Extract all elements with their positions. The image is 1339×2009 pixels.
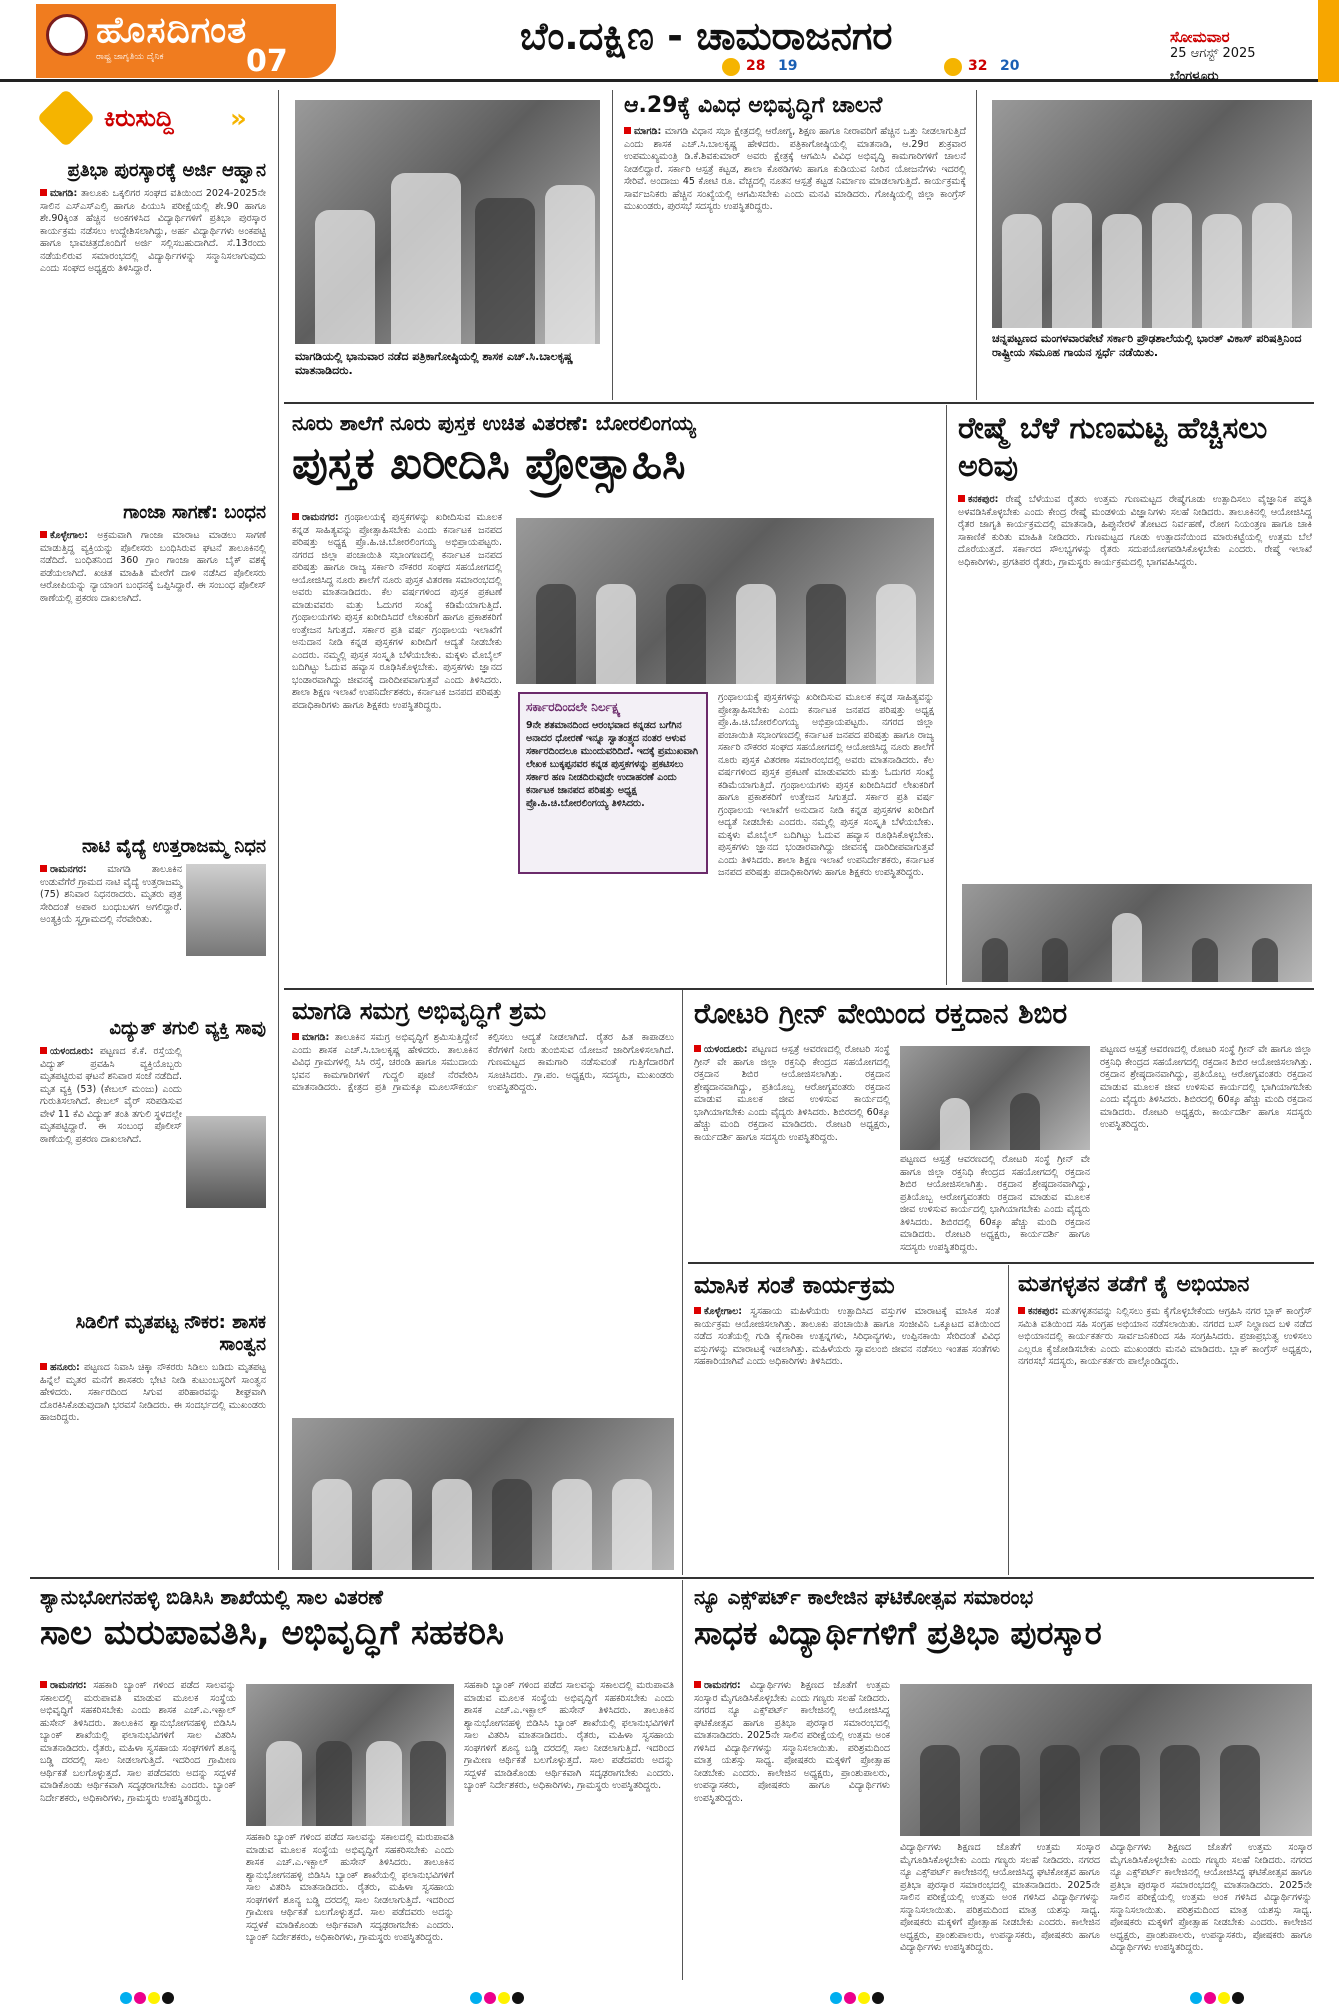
bullet-icon bbox=[40, 1363, 47, 1370]
column-rule bbox=[946, 405, 947, 985]
sidebar-box bbox=[518, 692, 708, 874]
body-text: ಮತಗಳ್ಳತನವನ್ನು ನಿಲ್ಲಿಸಲು ಕ್ರಮ ಕೈಗೊಳ್ಳಬೇಕೆಂದು ಆಗ್ರಹಿಸಿ ನಗರ ಬ್ಲಾಕ್ ಕಾಂಗ್ರೆಸ್ ಸಮಿತಿ ವತಿಯಿಂದ ಸಹಿ ಸಂಗ್ರಹ ಅಭಿಯಾನ ನಡೆಸಲಾಯಿತು. ನಗರದ ಬಸ್ ನಿಲ್ದಾಣದ ಬಳಿ ನಡೆದ ಅಭಿಯಾನದಲ್ಲಿ ಕಾರ್ಯಕರ್ತರು ಸಾರ್ವಜನಿಕರಿಂದ ಸಹಿ ಸಂಗ್ರಹಿಸಿದರು. ಪ್ರಜಾಪ್ರಭುತ್ವ ಉಳಿಸಲು ಎಲ್ಲರೂ ಕೈಜೋಡಿಸಬೇಕು ಎಂದು ಮುಖಂಡರು ಮನವಿ ಮಾಡಿದರು. ಬ್ಲಾಕ್ ಕಾಂಗ್ರೆಸ್ ಅಧ್ಯಕ್ಷರು, ನಗರಸಭೆ ಸದಸ್ಯರು, ಕಾರ್ಯಕರ್ತರು ಪಾಲ್ಗೊಂಡಿದ್ದರು. bbox=[1018, 1306, 1312, 1367]
body-text: ಪಟ್ಟಣದ ಆಸ್ಪತ್ರೆ ಆವರಣದಲ್ಲಿ ರೋಟರಿ ಸಂಸ್ಥೆ ಗ್ರೀನ್ ವೇ ಹಾಗೂ ಜಿಲ್ಲಾ ರಕ್ತನಿಧಿ ಕೇಂದ್ರದ ಸಹಯೋಗದಲ್ಲಿ ರಕ್ತದಾನ ಶಿಬಿರ ಆಯೋಜಿಸಲಾಗಿತ್ತು. ರಕ್ತದಾನ ಶ್ರೇಷ್ಠದಾನವಾಗಿದ್ದು, ಪ್ರತಿಯೊಬ್ಬ ಆರೋಗ್ಯವಂತರು ರಕ್ತದಾನ ಮಾಡುವ ಮೂಲಕ ಜೀವ ಉಳಿಸುವ ಕಾರ್ಯದಲ್ಲಿ ಭಾಗಿಯಾಗಬೇಕು ಎಂದು ವೈದ್ಯರು ತಿಳಿಸಿದರು. ಶಿಬಿರದಲ್ಲಿ 60ಕ್ಕೂ ಹೆಚ್ಚು ಮಂದಿ ರಕ್ತದಾನ ಮಾಡಿದರು. ರೋಟರಿ ಅಧ್ಯಕ್ಷರು, ಕಾರ್ಯದರ್ಶಿ ಹಾಗೂ ಸದಸ್ಯರು ಉಪಸ್ಥಿತರಿದ್ದರು. bbox=[900, 1154, 1090, 1253]
article-college-cont bbox=[900, 1842, 1100, 1980]
article-loan-cont bbox=[464, 1680, 674, 1980]
row-rule bbox=[688, 1262, 1314, 1264]
logo: ಹೊಸದಿಗಂತ bbox=[96, 10, 248, 51]
headline: ಸಾಲ ಮರುಪಾವತಿಸಿ, ಅಭಿವೃದ್ಧಿಗೆ ಸಹಕರಿಸಿ bbox=[40, 1613, 504, 1653]
article-loan bbox=[40, 1680, 236, 1980]
article-rotary-cont bbox=[900, 1154, 1090, 1258]
brief-article bbox=[40, 502, 266, 830]
headline: ಸಾಧಕ ವಿದ್ಯಾರ್ಥಿಗಳಿಗೆ ಪ್ರತಿಭಾ ಪುರಸ್ಕಾರ bbox=[694, 1614, 1102, 1652]
registration-marks bbox=[470, 1992, 524, 2006]
body-text: ಅಕ್ರಮವಾಗಿ ಗಾಂಜಾ ಮಾರಾಟ ಮಾಡಲು ಸಾಗಣೆ ಮಾಡುತ್ತಿದ್ದ ವ್ಯಕ್ತಿಯನ್ನು ಪೊಲೀಸರು ಬಂಧಿಸಿರುವ ಘಟನೆ ತಾಲೂಕಿನಲ್ಲಿ ನಡೆದಿದೆ. ಬಂಧಿತನಿಂದ 360 ಗ್ರಾಂ ಗಾಂಜಾ ಹಾಗೂ ಬೈಕ್ ವಶಕ್ಕೆ ಪಡೆಯಲಾಗಿದೆ. ಖಚಿತ ಮಾಹಿತಿ ಮೇರೆಗೆ ದಾಳಿ ನಡೆಸಿದ ಪೊಲೀಸರು ಆರೋಪಿಯನ್ನು ನ್ಯಾಯಾಂಗ ಬಂಧನಕ್ಕೆ ಒಪ್ಪಿಸಿದ್ದಾರೆ. ಈ ಸಂಬಂಧ ಪೊಲೀಸ್ ಠಾಣೆಯಲ್ಲಿ ಪ್ರಕರಣ ದಾಖಲಾಗಿದೆ. bbox=[40, 530, 266, 604]
bullet-icon bbox=[40, 1047, 47, 1054]
column-rule bbox=[278, 90, 279, 1570]
body-text: ಮಾಗಡಿ ವಿಧಾನ ಸಭಾ ಕ್ಷೇತ್ರದಲ್ಲಿ ಆರೋಗ್ಯ, ಶಿಕ್ಷಣ ಹಾಗೂ ನೀರಾವರಿಗೆ ಹೆಚ್ಚಿನ ಒತ್ತು ನೀಡಲಾಗುತ್ತಿದೆ ಎಂದು ಶಾಸಕ ಎಚ್.ಸಿ.ಬಾಲಕೃಷ್ಣ ಹೇಳಿದರು. ಪತ್ರಿಕಾಗೋಷ್ಠಿಯಲ್ಲಿ ಮಾತನಾಡಿ, ಆ.29ರ ಶುಕ್ರವಾರ ಉಪಮುಖ್ಯಮಂತ್ರಿ ಡಿ.ಕೆ.ಶಿವಕುಮಾರ್ ಅವರು ಕ್ಷೇತ್ರಕ್ಕೆ ಆಗಮಿಸಿ ವಿವಿಧ ಅಭಿವೃದ್ಧಿ ಕಾಮಗಾರಿಗಳಿಗೆ ಚಾಲನೆ ನೀಡಲಿದ್ದಾರೆ. ಸರ್ಕಾರಿ ಆಸ್ಪತ್ರೆ ಕಟ್ಟಡ, ಶಾಲಾ ಕೊಠಡಿಗಳು ಹಾಗೂ ಕುಡಿಯುವ ನೀರಿನ ಯೋಜನೆಗಳು ಇದರಲ್ಲಿ ಸೇರಿವೆ. ಅಂದಾಜು 45 ಕೋಟಿ ರೂ. ವೆಚ್ಚದಲ್ಲಿ ನೂತನ ಆಸ್ಪತ್ರೆ ಕಟ್ಟಡ ನಿರ್ಮಾಣ ಮಾಡಲಾಗುತ್ತಿದೆ. ಕಾರ್ಯಕ್ರಮಕ್ಕೆ ಸಾರ್ವಜನಿಕರು ಹೆಚ್ಚಿನ ಸಂಖ್ಯೆಯಲ್ಲಿ ಆಗಮಿಸಬೇಕು ಎಂದು ಮನವಿ ಮಾಡಿದರು. ಗೋಷ್ಠಿಯಲ್ಲಿ ಜಿಲ್ಲಾ ಕಾಂಗ್ರೆಸ್ ಮುಖಂಡರು, ಪುರಸಭೆ ಸದಸ್ಯರು ಉಪಸ್ಥಿತರಿದ್ದರು. bbox=[624, 126, 966, 212]
bullet-icon bbox=[694, 1045, 701, 1052]
kicker: ನ್ಯೂ ಎಕ್ಸ್‌ಪರ್ಟ್ ಕಾಲೇಜಿನ ಘಟಿಕೋತ್ಸವ ಸಮಾರಂಭ bbox=[694, 1585, 1034, 1609]
headline: ವಿದ್ಯುತ್ ತಗುಲಿ ವ್ಯಕ್ತಿ ಸಾವು bbox=[109, 1018, 266, 1039]
box-heading: ಸರ್ಕಾರದಿಂದಲೇ ನಿರ್ಲಕ್ಷ್ಯ bbox=[526, 700, 621, 714]
dateline: ಯಳಂದೂರು: bbox=[50, 1046, 94, 1057]
body-text: ಗ್ರಂಥಾಲಯಕ್ಕೆ ಪುಸ್ತಕಗಳನ್ನು ಖರೀದಿಸುವ ಮೂಲಕ ಕನ್ನಡ ಸಾಹಿತ್ಯವನ್ನು ಪ್ರೋತ್ಸಾಹಿಸಬೇಕು ಎಂದು ಕರ್ನಾಟಕ ಜನಪದ ಪರಿಷತ್ತು ಅಧ್ಯಕ್ಷ ಪ್ರೊ.ಹಿ.ಚಿ.ಬೋರಲಿಂಗಯ್ಯ ಅಭಿಪ್ರಾಯಪಟ್ಟರು. ನಗರದ ಜಿಲ್ಲಾ ಪಂಚಾಯಿತಿ ಸಭಾಂಗಣದಲ್ಲಿ ಕರ್ನಾಟಕ ಜನಪದ ಪರಿಷತ್ತು ಹಾಗೂ ರಾಜ್ಯ ಸರ್ಕಾರಿ ನೌಕರರ ಸಂಘದ ಸಹಯೋಗದಲ್ಲಿ ಆಯೋಜಿಸಿದ್ದ ನೂರು ಶಾಲೆಗೆ ನೂರು ಪುಸ್ತಕ ವಿತರಣಾ ಸಮಾರಂಭದಲ್ಲಿ ಅವರು ಮಾತನಾಡಿದರು. ಕೆಲ ವರ್ಷಗಳಿಂದ ಪುಸ್ತಕ ಪ್ರಕಟಣೆ ಮಾಡುವವರು ಮತ್ತು ಓದುಗರ ಸಂಖ್ಯೆ ಕಡಿಮೆಯಾಗುತ್ತಿದೆ. ಗ್ರಂಥಾಲಯಗಳು ಪುಸ್ತಕ ಖರೀದಿಸಿದರೆ ಲೇಖಕರಿಗೆ ಹಾಗೂ ಪ್ರಕಾಶಕರಿಗೆ ಉತ್ತೇಜನ ಸಿಗುತ್ತದೆ. ಸರ್ಕಾರ ಪ್ರತಿ ವರ್ಷ ಗ್ರಂಥಾಲಯ ಇಲಾಖೆಗೆ ಅನುದಾನ ನೀಡಿ ಕನ್ನಡ ಪುಸ್ತಕಗಳ ಖರೀದಿಗೆ ಆದ್ಯತೆ ನೀಡಬೇಕು ಎಂದರು. ನಮ್ಮಲ್ಲಿ ಪುಸ್ತಕ ಸಂಸ್ಕೃತಿ ಬೆಳೆಯಬೇಕು. ಮಕ್ಕಳು ಮೊಬೈಲ್ ಬದಿಗಿಟ್ಟು ಓದುವ ಹವ್ಯಾಸ ರೂಢಿಸಿಕೊಳ್ಳಬೇಕು. ಪುಸ್ತಕಗಳು ಜ್ಞಾನದ ಭಂಡಾರವಾಗಿದ್ದು ಜೀವನಕ್ಕೆ ದಾರಿದೀಪವಾಗುತ್ತವೆ ಎಂದು ತಿಳಿಸಿದರು. ಶಾಲಾ ಶಿಕ್ಷಣ ಇಲಾಖೆ ಉಪನಿರ್ದೇಶಕರು, ಕರ್ನಾಟಕ ಜನಪದ ಪರಿಷತ್ತು ಪದಾಧಿಕಾರಿಗಳು ಹಾಗೂ ಶಿಕ್ಷಕರು ಉಪಸ್ಥಿತರಿದ್ದರು. bbox=[292, 512, 502, 711]
registration-marks bbox=[830, 1992, 884, 2006]
group-singing-photo bbox=[992, 100, 1312, 328]
article-magadi bbox=[292, 996, 674, 1416]
article-rotary-head bbox=[694, 996, 1312, 1040]
bullet-icon bbox=[40, 531, 47, 538]
bullet-icon bbox=[40, 1681, 47, 1688]
chevron-right-icon: » bbox=[230, 104, 247, 134]
body-text: ವಿದ್ಯಾರ್ಥಿಗಳು ಶಿಕ್ಷಣದ ಜೊತೆಗೆ ಉತ್ತಮ ಸಂಸ್ಕಾರ ಮೈಗೂಡಿಸಿಕೊಳ್ಳಬೇಕು ಎಂದು ಗಣ್ಯರು ಸಲಹೆ ನೀಡಿದರು. ನಗರದ ನ್ಯೂ ಎಕ್ಸ್‌ಪರ್ಟ್ ಕಾಲೇಜಿನಲ್ಲಿ ಆಯೋಜಿಸಿದ್ದ ಘಟಿಕೋತ್ಸವ ಹಾಗೂ ಪ್ರತಿಭಾ ಪುರಸ್ಕಾರ ಸಮಾರಂಭದಲ್ಲಿ ಮಾತನಾಡಿದರು. 2025ನೇ ಸಾಲಿನ ಪರೀಕ್ಷೆಯಲ್ಲಿ ಉತ್ತಮ ಅಂಕ ಗಳಿಸಿದ ವಿದ್ಯಾರ್ಥಿಗಳನ್ನು ಸನ್ಮಾನಿಸಲಾಯಿತು. ಪರಿಶ್ರಮದಿಂದ ಮಾತ್ರ ಯಶಸ್ಸು ಸಾಧ್ಯ. ಪೋಷಕರು ಮಕ್ಕಳಿಗೆ ಪ್ರೋತ್ಸಾಹ ನೀಡಬೇಕು ಎಂದರು. ಕಾಲೇಜಿನ ಅಧ್ಯಕ್ಷರು, ಪ್ರಾಂಶುಪಾಲರು, ಉಪನ್ಯಾಸಕರು, ಪೋಷಕರು ಹಾಗೂ ವಿದ್ಯಾರ್ಥಿಗಳು ಉಪಸ್ಥಿತರಿದ್ದರು. bbox=[1110, 1842, 1312, 1953]
headline: ಮಾಸಿಕ ಸಂತೆ ಕಾರ್ಯಕ್ರಮ bbox=[694, 1271, 895, 1299]
logo-block bbox=[36, 4, 336, 78]
body-text: ಪಟ್ಟಣದ ಕೆ.ಕೆ. ರಸ್ತೆಯಲ್ಲಿ ವಿದ್ಯುತ್ ಪ್ರವಹಿಸಿ ವ್ಯಕ್ತಿಯೊಬ್ಬರು ಮೃತಪಟ್ಟಿರುವ ಘಟನೆ ಶನಿವಾರ ಸಂಜೆ ನಡೆದಿದೆ. ಮೃತ ವ್ಯಕ್ತಿ (53) (ಕೇಬಲ್ ಮಂಜು) ಎಂದು ಗುರುತಿಸಲಾಗಿದೆ. ಕೇಬಲ್ ವೈರ್ ಸರಿಪಡಿಸುವ ವೇಳೆ 11 ಕೆವಿ ವಿದ್ಯುತ್ ತಂತಿ ತಗುಲಿ ಸ್ಥಳದಲ್ಲೇ ಮೃತಪಟ್ಟಿದ್ದಾರೆ. ಈ ಸಂಬಂಧ ಪೊಲೀಸ್ ಠಾಣೆಯಲ್ಲಿ ಪ್ರಕರಣ ದಾಖಲಾಗಿದೆ. bbox=[40, 1046, 182, 1145]
body-text: ಸ್ವಸಹಾಯ ಮಹಿಳೆಯರು ಉತ್ಪಾದಿಸಿದ ವಸ್ತುಗಳ ಮಾರಾಟಕ್ಕೆ ಮಾಸಿಕ ಸಂತೆ ಕಾರ್ಯಕ್ರಮ ಆಯೋಜಿಸಲಾಗಿತ್ತು. ತಾಲೂಕು ಪಂಚಾಯಿತಿ ಹಾಗೂ ಸಂಜೀವಿನಿ ಒಕ್ಕೂಟದ ವತಿಯಿಂದ ನಡೆದ ಸಂತೆಯಲ್ಲಿ ಗುಡಿ ಕೈಗಾರಿಕಾ ಉತ್ಪನ್ನಗಳು, ಸಿರಿಧಾನ್ಯಗಳು, ಉಪ್ಪಿನಕಾಯಿ ಸೇರಿದಂತೆ ವಿವಿಧ ವಸ್ತುಗಳನ್ನು ಮಾರಾಟಕ್ಕೆ ಇಡಲಾಗಿತ್ತು. ಮಹಿಳೆಯರು ಸ್ವಾವಲಂಬಿ ಜೀವನ ನಡೆಸಲು ಇಂತಹ ಸಂತೆಗಳು ಸಹಕಾರಿಯಾಗಿವೆ ಎಂದು ಅಧಿಕಾರಿಗಳು ತಿಳಿಸಿದರು. bbox=[694, 1306, 1000, 1367]
dateline: ಕನಕಪುರ: bbox=[968, 494, 999, 505]
hand-icon bbox=[37, 89, 96, 148]
body-text: ಪಟ್ಟಣದ ನಿವಾಸಿ ಚಿಕ್ಕಾ ನೌಕರರು ಸಿಡಿಲು ಬಡಿದು ಮೃತಪಟ್ಟ ಹಿನ್ನೆಲೆ ಮೃತರ ಮನೆಗೆ ಶಾಸಕರು ಭೇಟಿ ನೀಡಿ ಕುಟುಂಬಸ್ಥರಿಗೆ ಸಾಂತ್ವನ ಹೇಳಿದರು. ಸರ್ಕಾರದಿಂದ ಸಿಗುವ ಪರಿಹಾರವನ್ನು ಶೀಘ್ರವಾಗಿ ದೊರಕಿಸಿಕೊಡುವುದಾಗಿ ಭರವಸೆ ನೀಡಿದರು. ಈ ಸಂದರ್ಭದಲ್ಲಿ ಮುಖಂಡರು ಹಾಜರಿದ್ದರು. bbox=[40, 1362, 266, 1423]
column-rule bbox=[612, 90, 613, 400]
lead-body-col3 bbox=[718, 692, 934, 982]
headline: ಪ್ರತಿಭಾ ಪುರಸ್ಕಾರಕ್ಕೆ ಅರ್ಜಿ ಆಹ್ವಾನ bbox=[67, 160, 266, 181]
brief-article bbox=[40, 1312, 266, 1574]
dateline: ಕನಕಪುರ: bbox=[1028, 1306, 1059, 1317]
bullet-icon bbox=[1018, 1307, 1025, 1314]
headline: ರೋಟರಿ ಗ್ರೀನ್ ವೇಯಿಂದ ರಕ್ತದಾನ ಶಿಬಿರ bbox=[694, 997, 1068, 1030]
page-number: 07 bbox=[246, 44, 288, 79]
weather-low-1: 19 bbox=[778, 58, 798, 74]
dateline-block bbox=[1170, 28, 1310, 84]
kicker: ನೂರು ಶಾಲೆಗೆ ನೂರು ಪುಸ್ತಕ ಉಚಿತ ವಿತರಣೆ: ಬೋರಲಿಂಗಯ್ಯ bbox=[292, 411, 696, 435]
box-text: 9ನೇ ಶತಮಾನದಿಂದ ಆರಂಭವಾದ ಕನ್ನಡದ ಬಗೆಗಿನ ಅನಾದರ ಧೋರಣೆ ಇನ್ನೂ ಸ್ವಾತಂತ್ರ್ಯದ ನಂತರ ಆಳುವ ಸರ್ಕಾರದಿಂದಲೂ ಮುಂದುವರಿದಿದೆ. ಇದಕ್ಕೆ ಪ್ರಮುಖವಾಗಿ ಲೇಖಕ ಬುಕ್ಕಪ್ಪನವರ ಕನ್ನಡ ಪುಸ್ತಕಗಳನ್ನು ಪ್ರಕಟಿಸಲು ಸರ್ಕಾರ ಹಣ ನೀಡದಿರುವುದೇ ಉದಾಹರಣೆ ಎಂದು ಕರ್ನಾಟಕ ಜಾನಪದ ಪರಿಷತ್ತು ಅಧ್ಯಕ್ಷ ಪ್ರೊ.ಹಿ.ಚಿ.ಬೋರಲಿಂಗಯ್ಯ ತಿಳಿಸಿದರು. bbox=[526, 720, 699, 809]
weather-high-1: 28 bbox=[746, 58, 766, 74]
article-loan-head bbox=[40, 1584, 676, 1676]
column-rule bbox=[976, 90, 977, 400]
body-text: ಪಟ್ಟಣದ ಆಸ್ಪತ್ರೆ ಆವರಣದಲ್ಲಿ ರೋಟರಿ ಸಂಸ್ಥೆ ಗ್ರೀನ್ ವೇ ಹಾಗೂ ಜಿಲ್ಲಾ ರಕ್ತನಿಧಿ ಕೇಂದ್ರದ ಸಹಯೋಗದಲ್ಲಿ ರಕ್ತದಾನ ಶಿಬಿರ ಆಯೋಜಿಸಲಾಗಿತ್ತು. ರಕ್ತದಾನ ಶ್ರೇಷ್ಠದಾನವಾಗಿದ್ದು, ಪ್ರತಿಯೊಬ್ಬ ಆರೋಗ್ಯವಂತರು ರಕ್ತದಾನ ಮಾಡುವ ಮೂಲಕ ಜೀವ ಉಳಿಸುವ ಕಾರ್ಯದಲ್ಲಿ ಭಾಗಿಯಾಗಬೇಕು ಎಂದು ವೈದ್ಯರು ತಿಳಿಸಿದರು. ಶಿಬಿರದಲ್ಲಿ 60ಕ್ಕೂ ಹೆಚ್ಚು ಮಂದಿ ರಕ್ತದಾನ ಮಾಡಿದರು. ರೋಟರಿ ಅಧ್ಯಕ್ಷರು, ಕಾರ್ಯದರ್ಶಿ ಹಾಗೂ ಸದಸ್ಯರು ಉಪಸ್ಥಿತರಿದ್ದರು. bbox=[1100, 1044, 1312, 1130]
body-text: ಸಹಕಾರಿ ಬ್ಯಾಂಕ್ ಗಳಿಂದ ಪಡೆದ ಸಾಲವನ್ನು ಸಕಾಲದಲ್ಲಿ ಮರುಪಾವತಿ ಮಾಡುವ ಮೂಲಕ ಸಂಸ್ಥೆಯ ಅಭಿವೃದ್ಧಿಗೆ ಸಹಕರಿಸಬೇಕು ಎಂದು ಶಾಸಕ ಎಚ್.ಎ.ಇಕ್ಬಾಲ್ ಹುಸೇನ್ ತಿಳಿಸಿದರು. ತಾಲೂಕಿನ ಶ್ಯಾನುಭೋಗನಹಳ್ಳಿ ಬಿಡಿಸಿಸಿ ಬ್ಯಾಂಕ್ ಶಾಖೆಯಲ್ಲಿ ಫಲಾನುಭವಿಗಳಿಗೆ ಸಾಲ ವಿತರಿಸಿ ಮಾತನಾಡಿದರು. ರೈತರು, ಮಹಿಳಾ ಸ್ವಸಹಾಯ ಸಂಘಗಳಿಗೆ ಶೂನ್ಯ ಬಡ್ಡಿ ದರದಲ್ಲಿ ಸಾಲ ನೀಡಲಾಗುತ್ತಿದೆ. ಇದರಿಂದ ಗ್ರಾಮೀಣ ಆರ್ಥಿಕತೆ ಬಲಗೊಳ್ಳುತ್ತದೆ. ಸಾಲ ಪಡೆದವರು ಅದನ್ನು ಸದ್ಬಳಕೆ ಮಾಡಿಕೊಂಡು ಆರ್ಥಿಕವಾಗಿ ಸದೃಢರಾಗಬೇಕು ಎಂದರು. ಬ್ಯಾಂಕ್ ನಿರ್ದೇಶಕರು, ಅಧಿಕಾರಿಗಳು, ಗ್ರಾಮಸ್ಥರು ಉಪಸ್ಥಿತರಿದ್ದರು. bbox=[40, 1680, 236, 1804]
kirusuddi-banner bbox=[40, 92, 262, 152]
article-aug29 bbox=[624, 92, 966, 396]
row-rule bbox=[284, 988, 1314, 990]
edition-title: ಬೆಂ.ದಕ್ಷಿಣ - ಚಾಮರಾಜನಗರ bbox=[520, 14, 893, 58]
article-college-cont bbox=[1110, 1842, 1312, 1980]
headline: ರೇಷ್ಮೆ ಬೆಳೆ ಗುಣಮಟ್ಟ ಹೆಚ್ಚಿಸಲು ಅರಿವು bbox=[958, 411, 1268, 484]
dateline: ಹನೂರು: bbox=[50, 1362, 80, 1373]
article-rotary-cont bbox=[1100, 1044, 1312, 1258]
body-text: ಸಹಕಾರಿ ಬ್ಯಾಂಕ್ ಗಳಿಂದ ಪಡೆದ ಸಾಲವನ್ನು ಸಕಾಲದಲ್ಲಿ ಮರುಪಾವತಿ ಮಾಡುವ ಮೂಲಕ ಸಂಸ್ಥೆಯ ಅಭಿವೃದ್ಧಿಗೆ ಸಹಕರಿಸಬೇಕು ಎಂದು ಶಾಸಕ ಎಚ್.ಎ.ಇಕ್ಬಾಲ್ ಹುಸೇನ್ ತಿಳಿಸಿದರು. ತಾಲೂಕಿನ ಶ್ಯಾನುಭೋಗನಹಳ್ಳಿ ಬಿಡಿಸಿಸಿ ಬ್ಯಾಂಕ್ ಶಾಖೆಯಲ್ಲಿ ಫಲಾನುಭವಿಗಳಿಗೆ ಸಾಲ ವಿತರಿಸಿ ಮಾತನಾಡಿದರು. ರೈತರು, ಮಹಿಳಾ ಸ್ವಸಹಾಯ ಸಂಘಗಳಿಗೆ ಶೂನ್ಯ ಬಡ್ಡಿ ದರದಲ್ಲಿ ಸಾಲ ನೀಡಲಾಗುತ್ತಿದೆ. ಇದರಿಂದ ಗ್ರಾಮೀಣ ಆರ್ಥಿಕತೆ ಬಲಗೊಳ್ಳುತ್ತದೆ. ಸಾಲ ಪಡೆದವರು ಅದನ್ನು ಸದ್ಬಳಕೆ ಮಾಡಿಕೊಂಡು ಆರ್ಥಿಕವಾಗಿ ಸದೃಢರಾಗಬೇಕು ಎಂದರು. ಬ್ಯಾಂಕ್ ನಿರ್ದೇಶಕರು, ಅಧಿಕಾರಿಗಳು, ಗ್ರಾಮಸ್ಥರು ಉಪಸ್ಥಿತರಿದ್ದರು. bbox=[464, 1680, 674, 1791]
article-loan-cont bbox=[246, 1832, 454, 1980]
edge-bar bbox=[1318, 0, 1339, 82]
portrait-photo bbox=[186, 1116, 266, 1208]
dateline: ಮಾಗಡಿ: bbox=[302, 1032, 330, 1043]
registration-marks bbox=[1190, 1992, 1244, 2006]
dateline: ಕೊಳ್ಳೇಗಾಲ: bbox=[50, 530, 89, 541]
weather-low-2: 20 bbox=[1000, 58, 1020, 74]
headline: ಮಾಗಡಿ ಸಮಗ್ರ ಅಭಿವೃದ್ಧಿಗೆ ಶ್ರಮ bbox=[292, 997, 547, 1025]
headline: ನಾಟಿ ವೈದ್ಯೆ ಉತ್ತರಾಜಮ್ಮ ನಿಧನ bbox=[82, 836, 266, 857]
dateline: ಕೊಳ್ಳೇಗಾಲ: bbox=[704, 1306, 743, 1317]
article-matha bbox=[1018, 1270, 1312, 1572]
bullet-icon bbox=[624, 127, 631, 134]
day: ಸೋಮವಾರ bbox=[1170, 28, 1230, 46]
bullet-icon bbox=[292, 513, 299, 520]
body-text: ಪಟ್ಟಣದ ಆಸ್ಪತ್ರೆ ಆವರಣದಲ್ಲಿ ರೋಟರಿ ಸಂಸ್ಥೆ ಗ್ರೀನ್ ವೇ ಹಾಗೂ ಜಿಲ್ಲಾ ರಕ್ತನಿಧಿ ಕೇಂದ್ರದ ಸಹಯೋಗದಲ್ಲಿ ರಕ್ತದಾನ ಶಿಬಿರ ಆಯೋಜಿಸಲಾಗಿತ್ತು. ರಕ್ತದಾನ ಶ್ರೇಷ್ಠದಾನವಾಗಿದ್ದು, ಪ್ರತಿಯೊಬ್ಬ ಆರೋಗ್ಯವಂತರು ರಕ್ತದಾನ ಮಾಡುವ ಮೂಲಕ ಜೀವ ಉಳಿಸುವ ಕಾರ್ಯದಲ್ಲಿ ಭಾಗಿಯಾಗಬೇಕು ಎಂದು ವೈದ್ಯರು ತಿಳಿಸಿದರು. ಶಿಬಿರದಲ್ಲಿ 60ಕ್ಕೂ ಹೆಚ್ಚು ಮಂದಿ ರಕ್ತದಾನ ಮಾಡಿದರು. ರೋಟರಿ ಅಧ್ಯಕ್ಷರು, ಕಾರ್ಯದರ್ಶಿ ಹಾಗೂ ಸದಸ್ಯರು ಉಪಸ್ಥಿತರಿದ್ದರು. bbox=[694, 1044, 890, 1143]
dateline: ಮಾಗಡಿ: bbox=[634, 126, 662, 137]
photo-caption: ಮಾಗಡಿಯಲ್ಲಿ ಭಾನುವಾರ ನಡೆದ ಪತ್ರಿಕಾಗೋಷ್ಠಿಯಲ್ಲಿ ಶಾಸಕ ಎಚ್.ಸಿ.ಬಾಲಕೃಷ್ಣ ಮಾತನಾಡಿದರು. bbox=[295, 350, 574, 377]
weather-high-2: 32 bbox=[968, 58, 988, 74]
dateline: ಯಳಂದೂರು: bbox=[704, 1044, 748, 1055]
row-rule bbox=[284, 402, 1314, 404]
body-text: ವಿದ್ಯಾರ್ಥಿಗಳು ಶಿಕ್ಷಣದ ಜೊತೆಗೆ ಉತ್ತಮ ಸಂಸ್ಕಾರ ಮೈಗೂಡಿಸಿಕೊಳ್ಳಬೇಕು ಎಂದು ಗಣ್ಯರು ಸಲಹೆ ನೀಡಿದರು. ನಗರದ ನ್ಯೂ ಎಕ್ಸ್‌ಪರ್ಟ್ ಕಾಲೇಜಿನಲ್ಲಿ ಆಯೋಜಿಸಿದ್ದ ಘಟಿಕೋತ್ಸವ ಹಾಗೂ ಪ್ರತಿಭಾ ಪುರಸ್ಕಾರ ಸಮಾರಂಭದಲ್ಲಿ ಮಾತನಾಡಿದರು. 2025ನೇ ಸಾಲಿನ ಪರೀಕ್ಷೆಯಲ್ಲಿ ಉತ್ತಮ ಅಂಕ ಗಳಿಸಿದ ವಿದ್ಯಾರ್ಥಿಗಳನ್ನು ಸನ್ಮಾನಿಸಲಾಯಿತು. ಪರಿಶ್ರಮದಿಂದ ಮಾತ್ರ ಯಶಸ್ಸು ಸಾಧ್ಯ. ಪೋಷಕರು ಮಕ್ಕಳಿಗೆ ಪ್ರೋತ್ಸಾಹ ನೀಡಬೇಕು ಎಂದರು. ಕಾಲೇಜಿನ ಅಧ್ಯಕ್ಷರು, ಪ್ರಾಂಶುಪಾಲರು, ಉಪನ್ಯಾಸಕರು, ಪೋಷಕರು ಹಾಗೂ ವಿದ್ಯಾರ್ಥಿಗಳು ಉಪಸ್ಥಿತರಿದ್ದರು. bbox=[900, 1842, 1100, 1953]
date: 25 ಆಗಸ್ಟ್ 2025 bbox=[1170, 46, 1256, 61]
column-rule bbox=[682, 1580, 683, 1980]
portrait-photo bbox=[186, 864, 266, 956]
column-rule bbox=[682, 990, 683, 1575]
article-college-head bbox=[694, 1584, 1312, 1676]
body-text: ಗ್ರಂಥಾಲಯಕ್ಕೆ ಪುಸ್ತಕಗಳನ್ನು ಖರೀದಿಸುವ ಮೂಲಕ ಕನ್ನಡ ಸಾಹಿತ್ಯವನ್ನು ಪ್ರೋತ್ಸಾಹಿಸಬೇಕು ಎಂದು ಕರ್ನಾಟಕ ಜನಪದ ಪರಿಷತ್ತು ಅಧ್ಯಕ್ಷ ಪ್ರೊ.ಹಿ.ಚಿ.ಬೋರಲಿಂಗಯ್ಯ ಅಭಿಪ್ರಾಯಪಟ್ಟರು. ನಗರದ ಜಿಲ್ಲಾ ಪಂಚಾಯಿತಿ ಸಭಾಂಗಣದಲ್ಲಿ ಕರ್ನಾಟಕ ಜನಪದ ಪರಿಷತ್ತು ಹಾಗೂ ರಾಜ್ಯ ಸರ್ಕಾರಿ ನೌಕರರ ಸಂಘದ ಸಹಯೋಗದಲ್ಲಿ ಆಯೋಜಿಸಿದ್ದ ನೂರು ಶಾಲೆಗೆ ನೂರು ಪುಸ್ತಕ ವಿತರಣಾ ಸಮಾರಂಭದಲ್ಲಿ ಅವರು ಮಾತನಾಡಿದರು. ಕೆಲ ವರ್ಷಗಳಿಂದ ಪುಸ್ತಕ ಪ್ರಕಟಣೆ ಮಾಡುವವರು ಮತ್ತು ಓದುಗರ ಸಂಖ್ಯೆ ಕಡಿಮೆಯಾಗುತ್ತಿದೆ. ಗ್ರಂಥಾಲಯಗಳು ಪುಸ್ತಕ ಖರೀದಿಸಿದರೆ ಲೇಖಕರಿಗೆ ಹಾಗೂ ಪ್ರಕಾಶಕರಿಗೆ ಉತ್ತೇಜನ ಸಿಗುತ್ತದೆ. ಸರ್ಕಾರ ಪ್ರತಿ ವರ್ಷ ಗ್ರಂಥಾಲಯ ಇಲಾಖೆಗೆ ಅನುದಾನ ನೀಡಿ ಕನ್ನಡ ಪುಸ್ತಕಗಳ ಖರೀದಿಗೆ ಆದ್ಯತೆ ನೀಡಬೇಕು ಎಂದರು. ನಮ್ಮಲ್ಲಿ ಪುಸ್ತಕ ಸಂಸ್ಕೃತಿ ಬೆಳೆಯಬೇಕು. ಮಕ್ಕಳು ಮೊಬೈಲ್ ಬದಿಗಿಟ್ಟು ಓದುವ ಹವ್ಯಾಸ ರೂಢಿಸಿಕೊಳ್ಳಬೇಕು. ಪುಸ್ತಕಗಳು ಜ್ಞಾನದ ಭಂಡಾರವಾಗಿದ್ದು ಜೀವನಕ್ಕೆ ದಾರಿದೀಪವಾಗುತ್ತವೆ ಎಂದು ತಿಳಿಸಿದರು. ಶಾಲಾ ಶಿಕ್ಷಣ ಇಲಾಖೆ ಉಪನಿರ್ದೇಶಕರು, ಕರ್ನಾಟಕ ಜನಪದ ಪರಿಷತ್ತು ಪದಾಧಿಕಾರಿಗಳು ಹಾಗೂ ಶಿಕ್ಷಕರು ಉಪಸ್ಥಿತರಿದ್ದರು. bbox=[718, 692, 934, 878]
book-distribution-photo bbox=[516, 518, 934, 684]
headline: ಪುಸ್ತಕ ಖರೀದಿಸಿ ಪ್ರೋತ್ಸಾಹಿಸಿ bbox=[292, 438, 686, 489]
headline: ಸಿಡಿಲಿಗೆ ಮೃತಪಟ್ಟ ನೌಕರ: ಶಾಸಕ ಸಾಂತ್ವನ bbox=[75, 1312, 266, 1355]
blood-donation-photo bbox=[900, 1046, 1090, 1150]
silk-workshop-photo bbox=[962, 884, 1312, 982]
article-silk bbox=[958, 410, 1312, 880]
groundbreaking-photo bbox=[292, 1418, 674, 1570]
section-label: ಕಿರುಸುದ್ದಿ bbox=[104, 104, 174, 132]
photo-caption: ಚನ್ನಪಟ್ಟಣದ ಮಂಗಳವಾರಪೇಟೆ ಸರ್ಕಾರಿ ಪ್ರೌಢಶಾಲೆಯಲ್ಲಿ ಭಾರತ್ ವಿಕಾಸ್ ಪರಿಷತ್ತಿನಿಂದ ರಾಷ್ಟ್ರೀಯ ಸಮೂಹ ಗಾಯನ ಸ್ಪರ್ಧೆ ನಡೆಯಿತು. bbox=[992, 332, 1302, 359]
bullet-icon bbox=[694, 1681, 701, 1688]
masthead bbox=[0, 0, 1339, 82]
dateline: ರಾಮನಗರ: bbox=[302, 512, 339, 523]
dateline: ರಾಮನಗರ: bbox=[50, 864, 87, 875]
press-meet-photo bbox=[295, 100, 600, 344]
headline: ಆ.29ಕ್ಕೆ ವಿವಿಧ ಅಭಿವೃದ್ಧಿಗೆ ಚಾಲನೆ bbox=[624, 93, 883, 118]
lead-body-col1 bbox=[292, 512, 502, 982]
body-text: ವಿದ್ಯಾರ್ಥಿಗಳು ಶಿಕ್ಷಣದ ಜೊತೆಗೆ ಉತ್ತಮ ಸಂಸ್ಕಾರ ಮೈಗೂಡಿಸಿಕೊಳ್ಳಬೇಕು ಎಂದು ಗಣ್ಯರು ಸಲಹೆ ನೀಡಿದರು. ನಗರದ ನ್ಯೂ ಎಕ್ಸ್‌ಪರ್ಟ್ ಕಾಲೇಜಿನಲ್ಲಿ ಆಯೋಜಿಸಿದ್ದ ಘಟಿಕೋತ್ಸವ ಹಾಗೂ ಪ್ರತಿಭಾ ಪುರಸ್ಕಾರ ಸಮಾರಂಭದಲ್ಲಿ ಮಾತನಾಡಿದರು. 2025ನೇ ಸಾಲಿನ ಪರೀಕ್ಷೆಯಲ್ಲಿ ಉತ್ತಮ ಅಂಕ ಗಳಿಸಿದ ವಿದ್ಯಾರ್ಥಿಗಳನ್ನು ಸನ್ಮಾನಿಸಲಾಯಿತು. ಪರಿಶ್ರಮದಿಂದ ಮಾತ್ರ ಯಶಸ್ಸು ಸಾಧ್ಯ. ಪೋಷಕರು ಮಕ್ಕಳಿಗೆ ಪ್ರೋತ್ಸಾಹ ನೀಡಬೇಕು ಎಂದರು. ಕಾಲೇಜಿನ ಅಧ್ಯಕ್ಷರು, ಪ್ರಾಂಶುಪಾಲರು, ಉಪನ್ಯಾಸಕರು, ಪೋಷಕರು ಹಾಗೂ ವಿದ್ಯಾರ್ಥಿಗಳು ಉಪಸ್ಥಿತರಿದ್ದರು. bbox=[694, 1680, 890, 1804]
emblem-icon bbox=[46, 14, 88, 56]
kicker: ಶ್ಯಾನುಭೋಗನಹಳ್ಳಿ ಬಿಡಿಸಿಸಿ ಶಾಖೆಯಲ್ಲಿ ಸಾಲ ವಿತರಣೆ bbox=[40, 1585, 383, 1609]
body-text: ತಾಲೂಕು ಒಕ್ಕಲಿಗರ ಸಂಘದ ವತಿಯಿಂದ 2024-2025ನೇ ಸಾಲಿನ ಎಸ್ಎಸ್ಎಲ್ಸಿ ಹಾಗೂ ಪಿಯುಸಿ ಪರೀಕ್ಷೆಯಲ್ಲಿ ಶೇ.90 ಹಾಗೂ ಶೇ.90ಕ್ಕಿಂತ ಹೆಚ್ಚಿನ ಅಂಕಗಳಿಸಿದ ವಿದ್ಯಾರ್ಥಿಗಳಿಗೆ ಪ್ರತಿಭಾ ಪುರಸ್ಕಾರ ಕಾರ್ಯಕ್ರಮ ನಡೆಸಲು ಉದ್ದೇಶಿಸಲಾಗಿದ್ದು, ಅರ್ಹ ವಿದ್ಯಾರ್ಥಿಗಳು ಅಂಕಪಟ್ಟಿ ಹಾಗೂ ಭಾವಚಿತ್ರದೊಂದಿಗೆ ಅರ್ಜಿ ಸಲ್ಲಿಸಬಹುದಾಗಿದೆ. ಸೆ.13ರಂದು ನಡೆಯಲಿರುವ ಸಮಾರಂಭದಲ್ಲಿ ವಿದ್ಯಾರ್ಥಿಗಳನ್ನು ಸನ್ಮಾನಿಸಲಾಗುವುದು ಎಂದು ಸಂಘದ ಅಧ್ಯಕ್ಷರು ತಿಳಿಸಿದ್ದಾರೆ. bbox=[40, 188, 266, 274]
row-rule bbox=[30, 1577, 1314, 1579]
bullet-icon bbox=[694, 1307, 701, 1314]
column-rule bbox=[1008, 1265, 1009, 1575]
logo-tagline: ರಾಷ್ಟ್ರ ಜಾಗೃತಿಯ ದೈನಿಕ bbox=[96, 52, 164, 62]
dateline: ರಾಮನಗರ: bbox=[704, 1680, 741, 1691]
body-text: ಸಹಕಾರಿ ಬ್ಯಾಂಕ್ ಗಳಿಂದ ಪಡೆದ ಸಾಲವನ್ನು ಸಕಾಲದಲ್ಲಿ ಮರುಪಾವತಿ ಮಾಡುವ ಮೂಲಕ ಸಂಸ್ಥೆಯ ಅಭಿವೃದ್ಧಿಗೆ ಸಹಕರಿಸಬೇಕು ಎಂದು ಶಾಸಕ ಎಚ್.ಎ.ಇಕ್ಬಾಲ್ ಹುಸೇನ್ ತಿಳಿಸಿದರು. ತಾಲೂಕಿನ ಶ್ಯಾನುಭೋಗನಹಳ್ಳಿ ಬಿಡಿಸಿಸಿ ಬ್ಯಾಂಕ್ ಶಾಖೆಯಲ್ಲಿ ಫಲಾನುಭವಿಗಳಿಗೆ ಸಾಲ ವಿತರಿಸಿ ಮಾತನಾಡಿದರು. ರೈತರು, ಮಹಿಳಾ ಸ್ವಸಹಾಯ ಸಂಘಗಳಿಗೆ ಶೂನ್ಯ ಬಡ್ಡಿ ದರದಲ್ಲಿ ಸಾಲ ನೀಡಲಾಗುತ್ತಿದೆ. ಇದರಿಂದ ಗ್ರಾಮೀಣ ಆರ್ಥಿಕತೆ ಬಲಗೊಳ್ಳುತ್ತದೆ. ಸಾಲ ಪಡೆದವರು ಅದನ್ನು ಸದ್ಬಳಕೆ ಮಾಡಿಕೊಂಡು ಆರ್ಥಿಕವಾಗಿ ಸದೃಢರಾಗಬೇಕು ಎಂದರು. ಬ್ಯಾಂಕ್ ನಿರ್ದೇಶಕರು, ಅಧಿಕಾರಿಗಳು, ಗ್ರಾಮಸ್ಥರು ಉಪಸ್ಥಿತರಿದ್ದರು. bbox=[246, 1832, 454, 1943]
article-rotary bbox=[694, 1044, 890, 1258]
body-text: ಮಾಗಡಿ ತಾಲೂಕಿನ ಉಡುವೆಗೆರೆ ಗ್ರಾಮದ ನಾಟಿ ವೈದ್ಯೆ ಉತ್ತರಾಜಮ್ಮ (75) ಶನಿವಾರ ನಿಧನರಾದರು. ಮೃತರು ಪುತ್ರ ಸೇರಿದಂತೆ ಅಪಾರ ಬಂಧುಬಳಗ ಅಗಲಿದ್ದಾರೆ. ಅಂತ್ಯಕ್ರಿಯೆ ಸ್ವಗ್ರಾಮದಲ್ಲಿ ನೆರವೇರಿತು. bbox=[40, 864, 182, 925]
bullet-icon bbox=[292, 1033, 299, 1040]
body-text: ರೇಷ್ಮೆ ಬೆಳೆಯುವ ರೈತರು ಉತ್ತಮ ಗುಣಮಟ್ಟದ ರೇಷ್ಮೆಗೂಡು ಉತ್ಪಾದಿಸಲು ವೈಜ್ಞಾನಿಕ ಪದ್ಧತಿ ಅಳವಡಿಸಿಕೊಳ್ಳಬೇಕು ಎಂದು ಕೇಂದ್ರ ರೇಷ್ಮೆ ಮಂಡಳಿಯ ವಿಜ್ಞಾನಿಗಳು ಸಲಹೆ ನೀಡಿದರು. ತಾಲೂಕಿನಲ್ಲಿ ಆಯೋಜಿಸಿದ್ದ ರೈತರ ಜಾಗೃತಿ ಕಾರ್ಯಕ್ರಮದಲ್ಲಿ ಮಾತನಾಡಿ, ಹಿಪ್ಪುನೇರಳೆ ತೋಟದ ನಿರ್ವಹಣೆ, ರೋಗ ನಿಯಂತ್ರಣ ಹಾಗೂ ಚಾಕಿ ಸಾಕಾಣಿಕೆ ಕುರಿತು ಮಾಹಿತಿ ನೀಡಿದರು. ಗುಣಮಟ್ಟದ ಗೂಡು ಉತ್ಪಾದನೆಯಿಂದ ಮಾರುಕಟ್ಟೆಯಲ್ಲಿ ಉತ್ತಮ ಬೆಲೆ ದೊರೆಯುತ್ತದೆ. ಸರ್ಕಾರದ ಸೌಲಭ್ಯಗಳನ್ನು ರೈತರು ಸದುಪಯೋಗಪಡಿಸಿಕೊಳ್ಳಬೇಕು ಎಂದರು. ರೇಷ್ಮೆ ಇಲಾಖೆ ಅಧಿಕಾರಿಗಳು, ಪ್ರಗತಿಪರ ರೈತರು, ಗ್ರಾಮಸ್ಥರು ಕಾರ್ಯಕ್ರಮದಲ್ಲಿ ಭಾಗವಹಿಸಿದ್ದರು. bbox=[958, 494, 1312, 568]
city: ಬೆಂಗಳೂರು bbox=[1170, 69, 1219, 84]
headline: ಮತಗಳ್ಳತನ ತಡೆಗೆ ಕೈ ಅಭಿಯಾನ bbox=[1018, 1272, 1250, 1297]
bullet-icon bbox=[40, 865, 47, 872]
brief-article bbox=[40, 160, 266, 498]
convocation-photo bbox=[900, 1684, 1312, 1836]
registration-marks bbox=[120, 1992, 174, 2006]
article-santhe bbox=[694, 1270, 1000, 1572]
sun-icon bbox=[722, 58, 740, 76]
brief-article bbox=[40, 836, 266, 1014]
brief-article bbox=[40, 1018, 266, 1310]
article-college bbox=[694, 1680, 890, 1980]
dateline: ಮಾಗಡಿ: bbox=[50, 188, 78, 199]
dateline: ರಾಮನಗರ: bbox=[50, 1680, 87, 1691]
loan-distribution-photo bbox=[246, 1684, 454, 1826]
headline: ಗಾಂಜಾ ಸಾಗಣೆ: ಬಂಧನ bbox=[123, 502, 266, 523]
body-text: ತಾಲೂಕಿನ ಸಮಗ್ರ ಅಭಿವೃದ್ಧಿಗೆ ಶ್ರಮಿಸುತ್ತಿದ್ದೇನೆ ಎಂದು ಶಾಸಕ ಎಚ್.ಸಿ.ಬಾಲಕೃಷ್ಣ ಹೇಳಿದರು. ತಾಲೂಕಿನ ವಿವಿಧ ಗ್ರಾಮಗಳಲ್ಲಿ ಸಿಸಿ ರಸ್ತೆ, ಚರಂಡಿ ಹಾಗೂ ಸಮುದಾಯ ಭವನ ಕಾಮಗಾರಿಗಳಿಗೆ ಗುದ್ದಲಿ ಪೂಜೆ ನೆರವೇರಿಸಿ ಮಾತನಾಡಿದರು. ಕ್ಷೇತ್ರದ ಪ್ರತಿ ಗ್ರಾಮಕ್ಕೂ ಮೂಲಸೌಕರ್ಯ ಕಲ್ಪಿಸಲು ಆದ್ಯತೆ ನೀಡಲಾಗಿದೆ. ರೈತರ ಹಿತ ಕಾಪಾಡಲು ಕೆರೆಗಳಿಗೆ ನೀರು ತುಂಬಿಸುವ ಯೋಜನೆ ಜಾರಿಗೊಳಿಸಲಾಗಿದೆ. ಗುಣಮಟ್ಟದ ಕಾಮಗಾರಿ ನಡೆಸುವಂತೆ ಗುತ್ತಿಗೆದಾರರಿಗೆ ಸೂಚಿಸಿದರು. ಗ್ರಾ.ಪಂ. ಅಧ್ಯಕ್ಷರು, ಸದಸ್ಯರು, ಮುಖಂಡರು ಉಪಸ್ಥಿತರಿದ್ದರು. bbox=[292, 1032, 674, 1093]
bullet-icon bbox=[958, 495, 965, 502]
sun-icon bbox=[944, 58, 962, 76]
bullet-icon bbox=[40, 189, 47, 196]
